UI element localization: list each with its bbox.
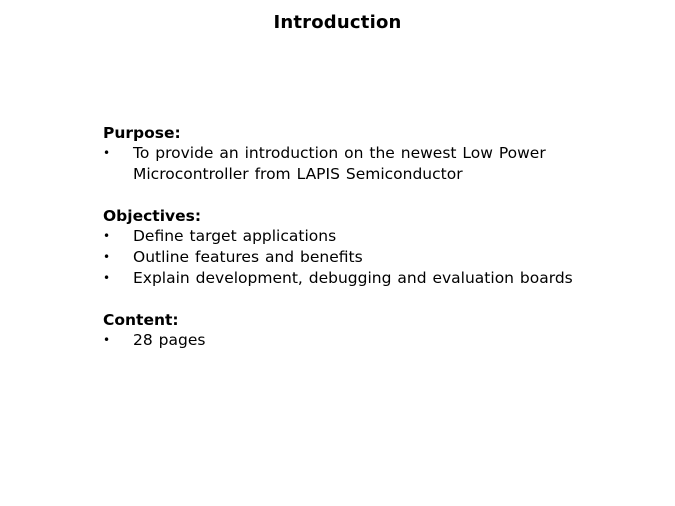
bullet-text: 28 pages <box>133 331 206 349</box>
content-list <box>103 330 573 351</box>
list-item <box>103 330 573 351</box>
bullet-icon: • <box>103 271 111 285</box>
list-item <box>103 143 573 185</box>
purpose-section <box>103 123 573 185</box>
content-section <box>103 310 573 351</box>
bullet-text: Define target applications <box>133 227 337 245</box>
bullet-text: Explain development, debugging and evaluation boards <box>133 269 573 287</box>
list-item <box>103 247 573 268</box>
list-item <box>103 268 573 289</box>
bullet-icon: • <box>103 333 111 347</box>
objectives-list <box>103 226 573 289</box>
content-heading: Content: <box>103 311 179 329</box>
bullet-text: To provide an introduction on the newest Low Power Microcontroller from LAPIS Semiconductor <box>133 144 546 183</box>
objectives-heading: Objectives: <box>103 207 202 225</box>
bullet-icon: • <box>103 250 111 264</box>
purpose-heading: Purpose: <box>103 124 181 142</box>
slide-content <box>103 123 573 372</box>
objectives-section <box>103 206 573 289</box>
page-title: Introduction <box>273 12 402 33</box>
purpose-list <box>103 143 573 185</box>
bullet-text: Outline features and benefits <box>133 248 363 266</box>
bullet-icon: • <box>103 146 111 160</box>
bullet-icon: • <box>103 229 111 243</box>
list-item <box>103 226 573 247</box>
